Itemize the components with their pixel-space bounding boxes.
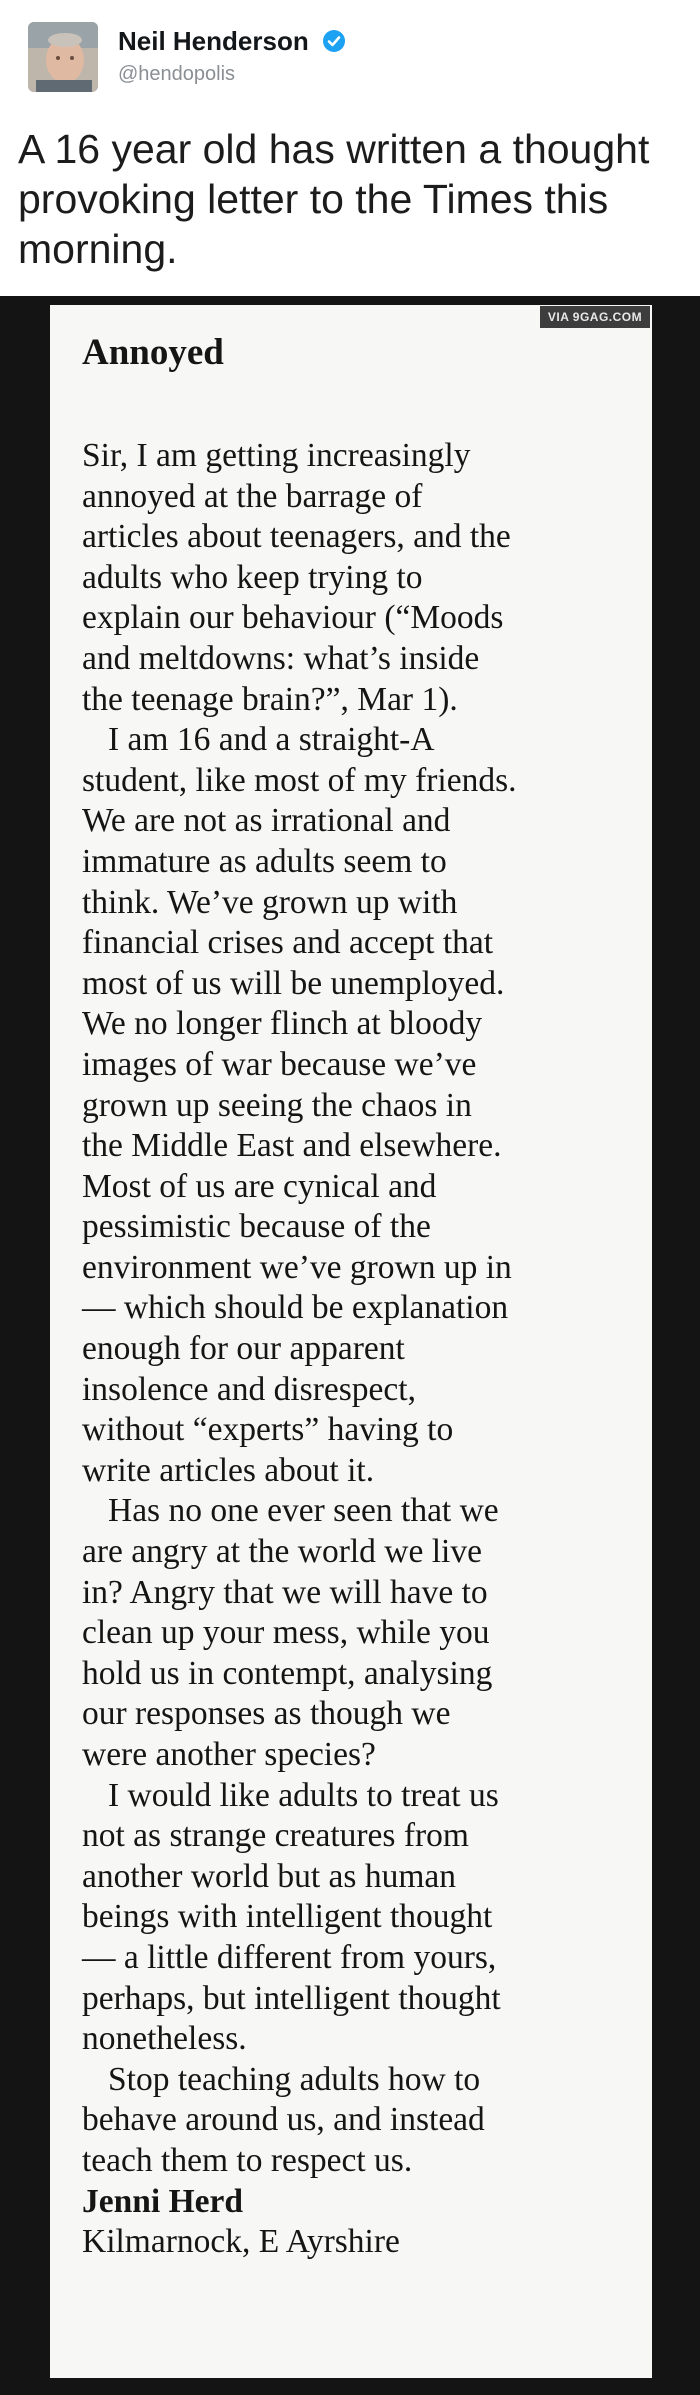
letter-line: beings with intelligent thought bbox=[82, 1898, 493, 1936]
letter-line: the teenage brain?”, Mar 1). bbox=[82, 680, 458, 718]
letter-line: environment we’ve grown up in bbox=[82, 1248, 512, 1286]
letter-line: without “experts” having to bbox=[82, 1411, 454, 1449]
letter-line: in? Angry that we will have to bbox=[82, 1573, 488, 1611]
letter-line: our responses as though we bbox=[82, 1695, 451, 1733]
verified-badge-icon bbox=[322, 29, 346, 53]
letter-line: clean up your mess, while you bbox=[82, 1614, 490, 1652]
letter-line: most of us will be unemployed. bbox=[82, 964, 505, 1002]
signature-location: Kilmarnock, E Ayrshire bbox=[82, 2223, 400, 2261]
tweet-text-line: morning. bbox=[18, 226, 178, 272]
letter-line: Stop teaching adults how to bbox=[108, 2060, 481, 2098]
letter-line: behave around us, and instead bbox=[82, 2101, 485, 2139]
letter-line: financial crises and accept that bbox=[82, 924, 494, 962]
letter-line: Sir, I am getting increasingly bbox=[82, 437, 471, 474]
avatar[interactable] bbox=[28, 22, 98, 92]
signature-name: Jenni Herd bbox=[82, 2182, 243, 2220]
letter-line: I would like adults to treat us bbox=[108, 1776, 499, 1814]
tweet-text-line: provoking letter to the Times this bbox=[18, 176, 609, 222]
letter-line: were another species? bbox=[82, 1736, 376, 1773]
letter-body bbox=[82, 436, 652, 2263]
letter-line: I am 16 and a straight-A bbox=[108, 721, 435, 759]
letter-line: — which should be explanation bbox=[82, 1289, 509, 1327]
letter-line: We no longer flinch at bloody bbox=[82, 1005, 483, 1043]
letter-line: We are not as irrational and bbox=[82, 802, 451, 840]
letter bbox=[82, 330, 652, 2263]
watermark: VIA 9GAG.COM bbox=[540, 306, 650, 328]
letter-line: grown up seeing the chaos in bbox=[82, 1086, 472, 1124]
letter-line: articles about teenagers, and the bbox=[82, 518, 511, 556]
letter-line: hold us in contempt, analysing bbox=[82, 1654, 493, 1692]
letter-line: annoyed at the barrage of bbox=[82, 477, 423, 515]
tweet-text bbox=[18, 124, 688, 274]
tweet-header bbox=[0, 0, 700, 296]
letter-line: student, like most of my friends. bbox=[82, 761, 517, 799]
letter-line: immature as adults seem to bbox=[82, 842, 447, 880]
author-name[interactable]: Neil Henderson bbox=[118, 26, 309, 56]
letter-title: Annoyed bbox=[82, 332, 224, 373]
tweet-text-line: A 16 year old has written a thought bbox=[18, 126, 650, 172]
letter-line: perhaps, but intelligent thought bbox=[82, 1979, 501, 2017]
letter-line: images of war because we’ve bbox=[82, 1045, 477, 1083]
letter-line: insolence and disrespect, bbox=[82, 1370, 416, 1408]
letter-line: Most of us are cynical and bbox=[82, 1167, 437, 1205]
letter-line: and meltdowns: what’s inside bbox=[82, 639, 480, 677]
letter-line: enough for our apparent bbox=[82, 1330, 405, 1368]
letter-line: — a little different from yours, bbox=[82, 1938, 497, 1976]
letter-line: adults who keep trying to bbox=[82, 558, 423, 596]
letter-line: write articles about it. bbox=[82, 1451, 375, 1489]
letter-line: not as strange creatures from bbox=[82, 1817, 469, 1855]
letter-line: teach them to respect us. bbox=[82, 2141, 413, 2179]
letter-line: the Middle East and elsewhere. bbox=[82, 1127, 502, 1165]
letter-line: are angry at the world we live bbox=[82, 1533, 482, 1571]
author-handle[interactable]: @hendopolis bbox=[118, 63, 236, 85]
letter-line: think. We’ve grown up with bbox=[82, 883, 458, 921]
letter-line: Has no one ever seen that we bbox=[108, 1492, 499, 1530]
letter-line: another world but as human bbox=[82, 1857, 456, 1895]
letter-line: explain our behaviour (“Moods bbox=[82, 599, 504, 637]
letter-line: nonetheless. bbox=[82, 2020, 247, 2058]
letter-line: pessimistic because of the bbox=[82, 1208, 431, 1246]
